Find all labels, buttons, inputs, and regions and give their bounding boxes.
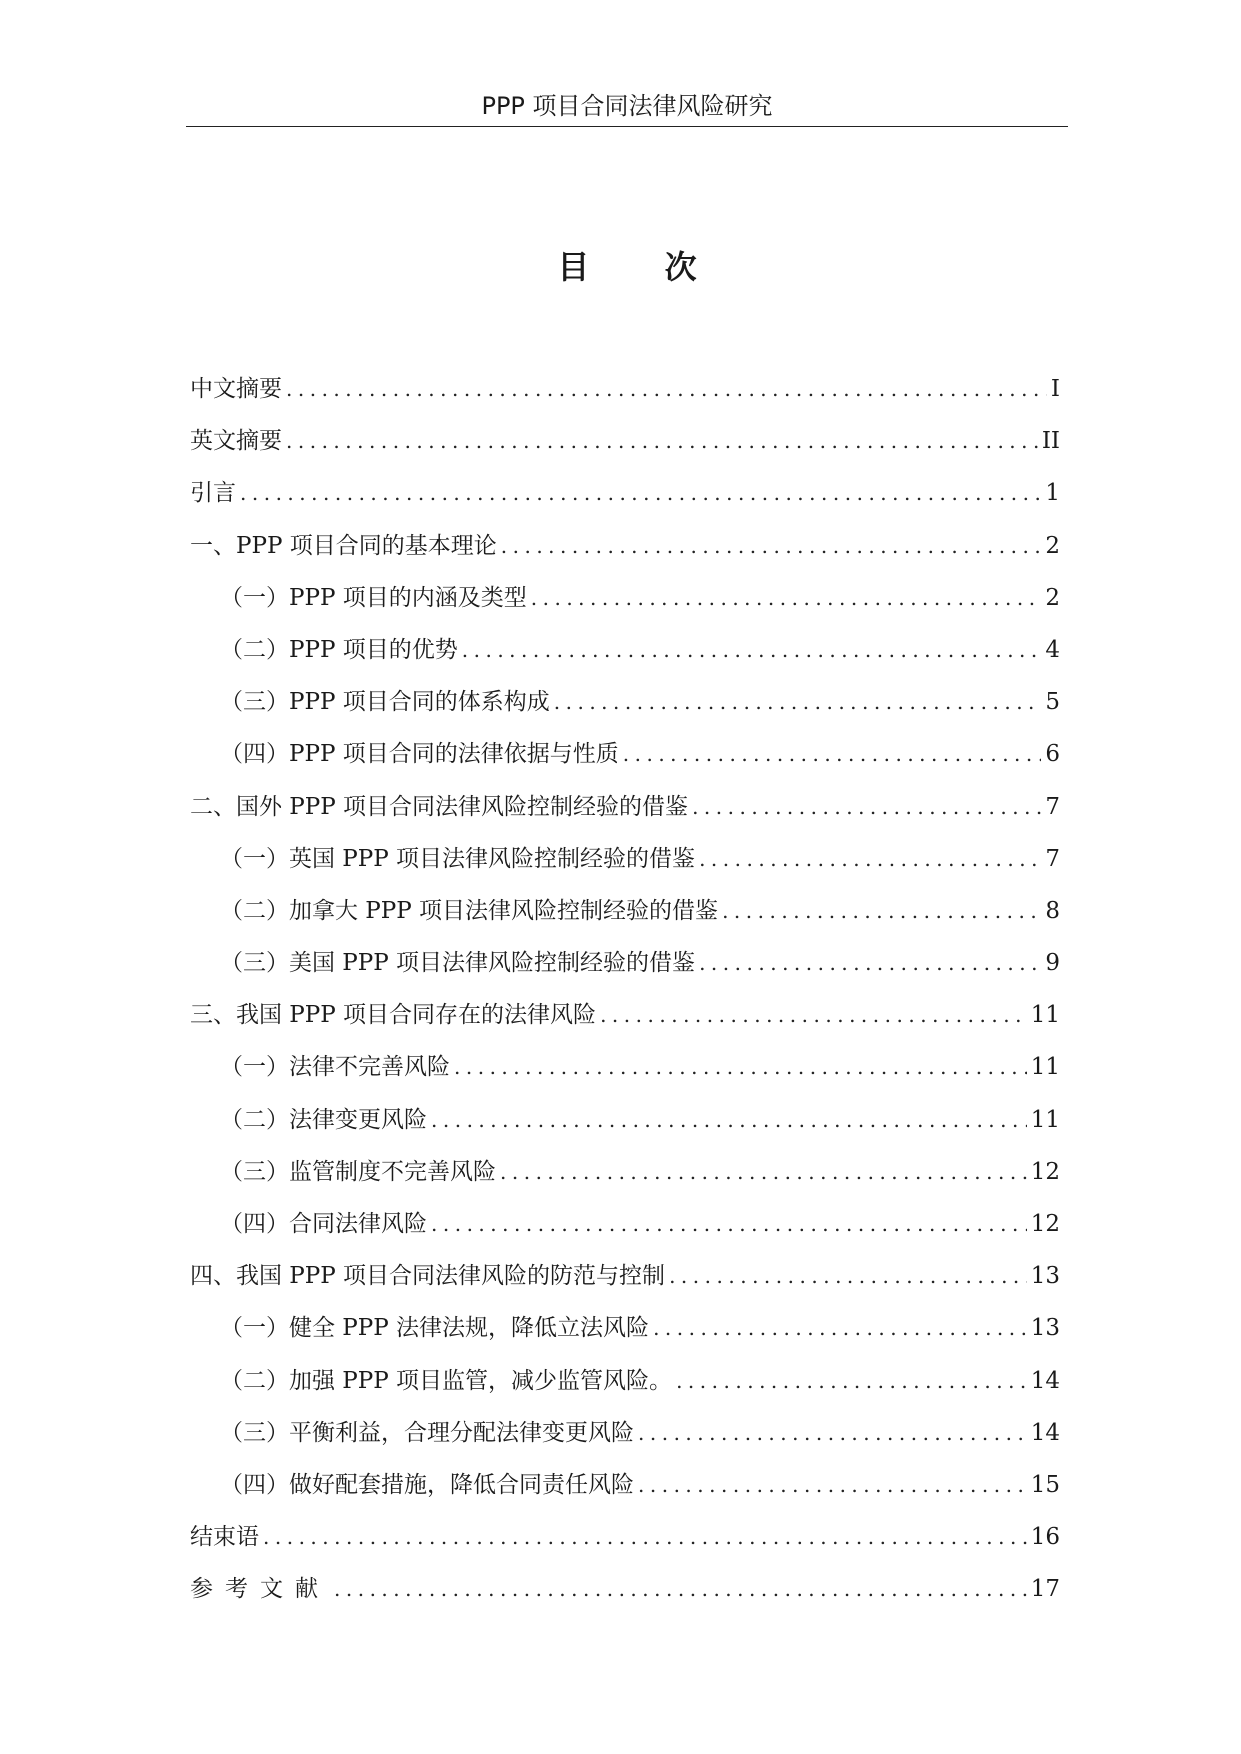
- toc-dot-leader: [240, 467, 1041, 519]
- toc-dot-leader: [263, 1511, 1027, 1563]
- toc-entry-section-3-2[interactable]: [190, 1094, 1060, 1146]
- toc-entry-label: （二）加强 PPP 项目监管，减少监管风险。: [220, 1367, 673, 1394]
- toc-entry-chapter-2[interactable]: [190, 781, 1060, 833]
- toc-entry-page: 12: [1030, 1158, 1060, 1185]
- toc-dot-leader: [653, 1302, 1027, 1354]
- toc-entry-label: （一）法律不完善风险: [220, 1054, 450, 1081]
- toc-entry-page: 5: [1045, 689, 1060, 716]
- toc-entry-label: （一）英国 PPP 项目法律风险控制经验的借鉴: [220, 845, 696, 872]
- toc-entry-label: （三）美国 PPP 项目法律风险控制经验的借鉴: [220, 950, 696, 977]
- toc-entry-label: 二、国外 PPP 项目合同法律风险控制经验的借鉴: [190, 793, 689, 820]
- toc-entry-label: 三、我国 PPP 项目合同存在的法律风险: [190, 1002, 597, 1029]
- toc-entry-label: （二）PPP 项目的优势: [220, 636, 458, 663]
- toc-entry-page: 17: [1030, 1576, 1060, 1603]
- toc-entry-page: I: [1050, 376, 1060, 402]
- toc-entry-page: 7: [1045, 845, 1060, 872]
- toc-entry-page: 16: [1030, 1524, 1060, 1551]
- toc-entry-label: （二）法律变更风险: [220, 1106, 427, 1133]
- toc-entry-section-1-3[interactable]: [190, 676, 1060, 728]
- toc-dot-leader: [638, 1407, 1027, 1459]
- toc-dot-leader: [669, 1250, 1027, 1302]
- toc-entry-section-2-2[interactable]: [190, 885, 1060, 937]
- toc-entry-page: II: [1041, 428, 1060, 455]
- toc-entry-page: 2: [1045, 532, 1060, 559]
- toc-dot-leader: [699, 937, 1041, 989]
- toc-dot-leader: [676, 1355, 1027, 1407]
- toc-entry-section-2-3[interactable]: [190, 937, 1060, 989]
- toc-entry-introduction[interactable]: [190, 467, 1060, 519]
- toc-entry-page: 8: [1045, 897, 1060, 924]
- toc-entry-label: （三）监管制度不完善风险: [220, 1158, 496, 1185]
- toc-entry-section-1-2[interactable]: [190, 624, 1060, 676]
- toc-dot-leader: [531, 572, 1042, 624]
- toc-dot-leader: [500, 1146, 1027, 1198]
- toc-entry-page: 15: [1030, 1471, 1060, 1498]
- toc-entry-page: 4: [1045, 636, 1060, 663]
- toc-entry-page: 9: [1045, 950, 1060, 977]
- toc-dot-leader: [692, 781, 1041, 833]
- toc-entry-page: 1: [1045, 480, 1060, 507]
- toc-entry-section-3-1[interactable]: [190, 1041, 1060, 1093]
- toc-entry-page: 14: [1030, 1419, 1060, 1446]
- toc-entry-section-4-4[interactable]: [190, 1459, 1060, 1511]
- toc-entry-section-4-3[interactable]: [190, 1407, 1060, 1459]
- toc-dot-leader: [334, 1563, 1027, 1615]
- toc-dot-leader: [722, 885, 1041, 937]
- toc-entry-section-4-1[interactable]: [190, 1302, 1060, 1354]
- toc-entry-page: 7: [1045, 793, 1060, 820]
- toc-entry-section-2-1[interactable]: [190, 833, 1060, 885]
- toc-dot-leader: [623, 728, 1042, 780]
- toc-entry-conclusion[interactable]: [190, 1511, 1060, 1563]
- running-header: PPP 项目合同法律风险研究: [481, 92, 773, 120]
- toc-dot-leader: [286, 363, 1047, 415]
- toc-entry-label: 一、PPP 项目合同的基本理论: [190, 532, 497, 559]
- toc-entry-label: （四）PPP 项目合同的法律依据与性质: [220, 741, 619, 768]
- toc-entry-label: （四）做好配套措施，降低合同责任风险: [220, 1471, 634, 1498]
- toc-entry-references[interactable]: [190, 1563, 1060, 1615]
- toc-entry-label: （四）合同法律风险: [220, 1211, 427, 1237]
- toc-entry-label: （二）加拿大 PPP 项目法律风险控制经验的借鉴: [220, 897, 719, 924]
- toc-entry-label: 结束语: [190, 1524, 259, 1551]
- toc-entry-english-abstract[interactable]: [190, 415, 1060, 467]
- toc-dot-leader: [286, 415, 1038, 467]
- toc-dot-leader: [638, 1459, 1027, 1511]
- toc-entry-section-1-4[interactable]: [190, 728, 1060, 780]
- header-rule: [186, 126, 1068, 127]
- toc-entry-label: （三）平衡利益，合理分配法律变更风险: [220, 1419, 634, 1446]
- toc-dot-leader: [501, 520, 1042, 572]
- toc-dot-leader: [454, 1041, 1027, 1093]
- toc-entry-page: 13: [1030, 1263, 1060, 1290]
- toc-entry-page: 6: [1045, 741, 1060, 768]
- toc-entry-page: 13: [1030, 1315, 1060, 1342]
- toc-entry-label: （一）健全 PPP 法律法规，降低立法风险: [220, 1315, 650, 1342]
- toc-entry-label: 引言: [190, 480, 236, 507]
- toc-entry-page: 2: [1045, 584, 1060, 611]
- toc-entry-label: （一）PPP 项目的内涵及类型: [220, 584, 527, 611]
- toc-dot-leader: [554, 676, 1042, 728]
- toc-list: [190, 363, 1060, 1616]
- toc-entry-chapter-1[interactable]: [190, 520, 1060, 572]
- toc-entry-section-3-3[interactable]: [190, 1146, 1060, 1198]
- toc-entry-label: 四、我国 PPP 项目合同法律风险的防范与控制: [190, 1263, 666, 1290]
- toc-entry-page: 12: [1030, 1211, 1060, 1237]
- toc-entry-page: 11: [1030, 1106, 1060, 1133]
- toc-entry-section-4-2[interactable]: [190, 1355, 1060, 1407]
- toc-entry-page: 14: [1030, 1367, 1060, 1394]
- toc-entry-chapter-3[interactable]: [190, 989, 1060, 1041]
- toc-entry-chapter-4[interactable]: [190, 1250, 1060, 1302]
- toc-entry-label: 英文摘要: [190, 428, 282, 455]
- toc-entry-section-1-1[interactable]: [190, 572, 1060, 624]
- toc-dot-leader: [431, 1198, 1027, 1250]
- toc-entry-page: 11: [1030, 1054, 1060, 1081]
- toc-entry-section-3-4[interactable]: [190, 1198, 1060, 1250]
- toc-entry-label: （三）PPP 项目合同的体系构成: [220, 689, 550, 716]
- toc-entry-chinese-abstract[interactable]: [190, 363, 1060, 415]
- toc-entry-label: 中文摘要: [190, 376, 282, 402]
- toc-dot-leader: [699, 833, 1041, 885]
- toc-entry-label: 参考文献: [190, 1576, 330, 1603]
- toc-title: 目 次: [557, 248, 729, 286]
- toc-dot-leader: [431, 1094, 1027, 1146]
- toc-dot-leader: [462, 624, 1042, 676]
- toc-entry-page: 11: [1030, 1002, 1060, 1029]
- toc-dot-leader: [600, 989, 1027, 1041]
